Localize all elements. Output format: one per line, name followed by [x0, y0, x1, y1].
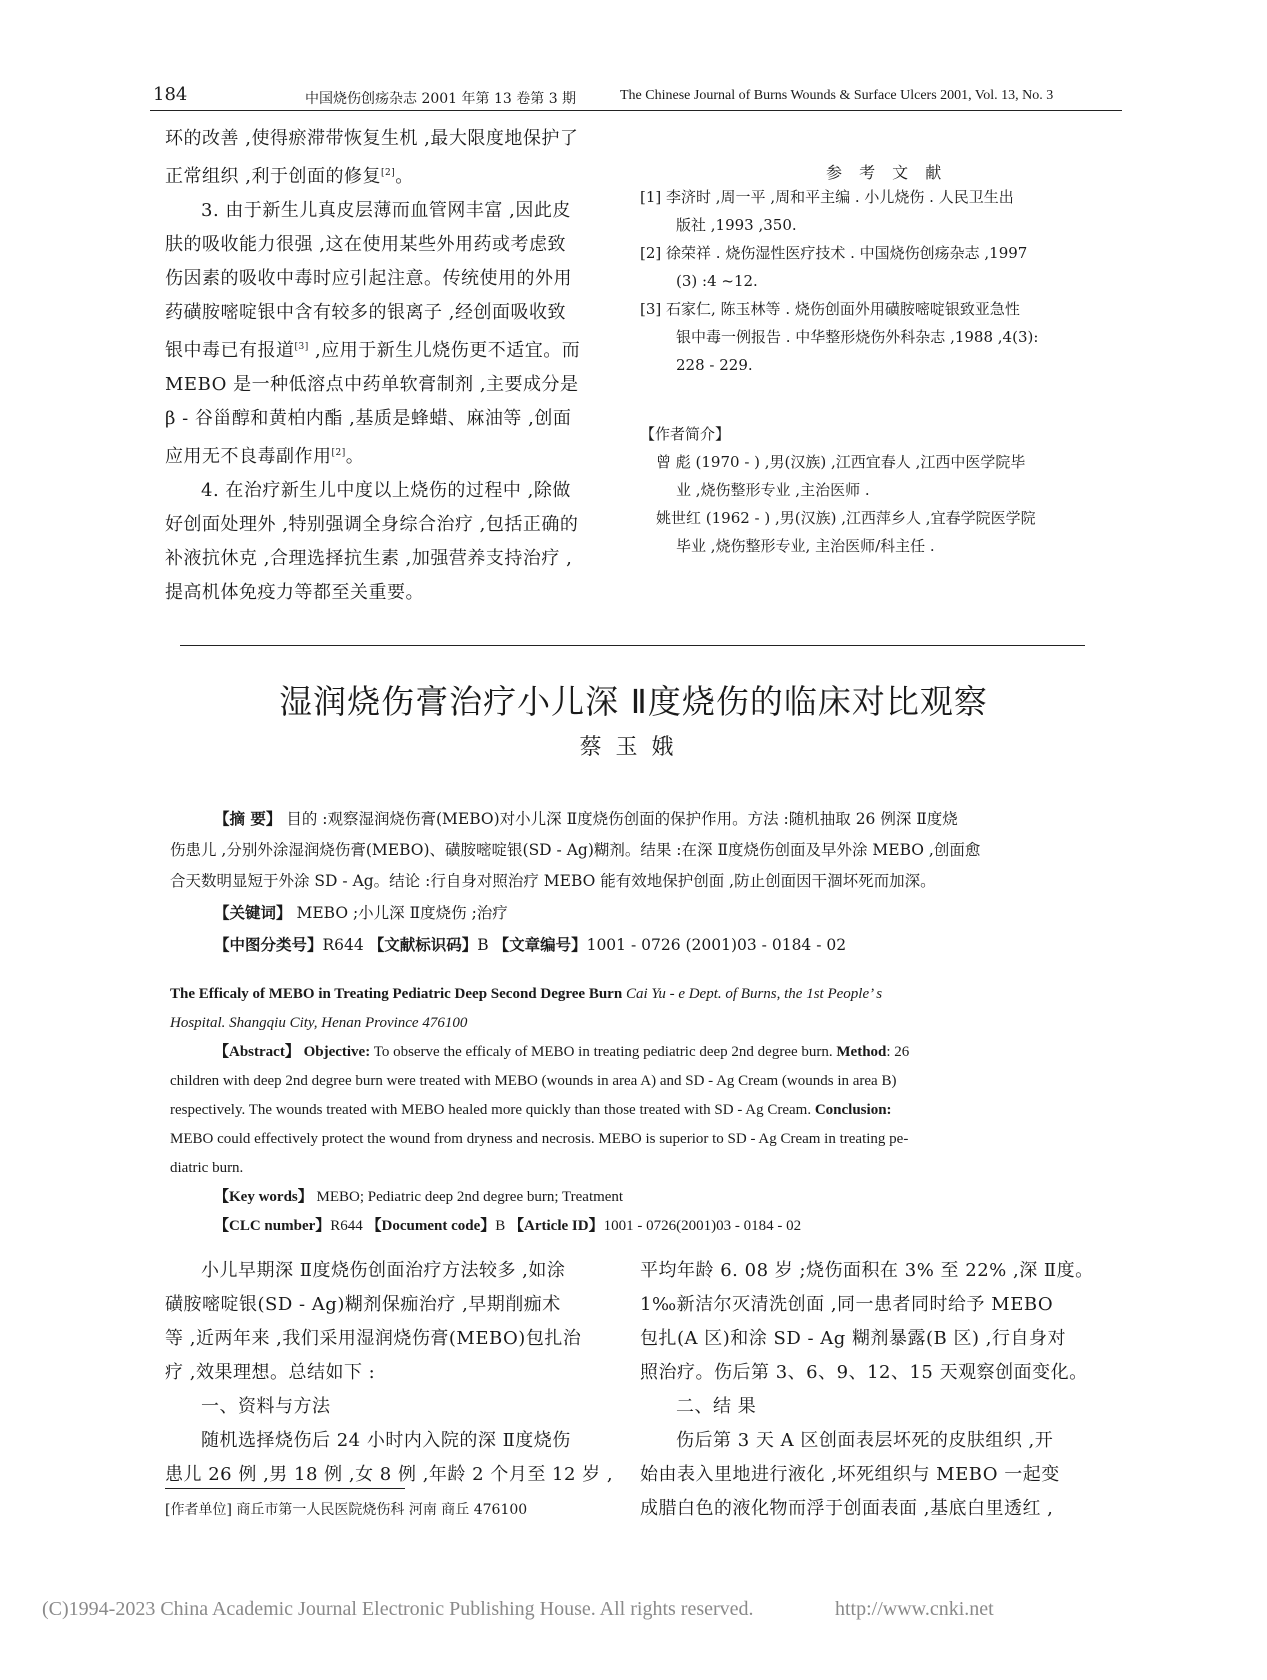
paragraph-line: 提高机体免疫力等都至关重要。	[165, 582, 424, 603]
footnote-rule	[165, 1488, 405, 1489]
paragraph-line: β - 谷甾醇和黄柏内酯 ,基质是蜂蜡、麻油等 ,创面	[165, 408, 572, 429]
body-line: 平均年龄 6. 08 岁 ;烧伤面积在 3% 至 22% ,深 Ⅱ度。	[640, 1260, 1094, 1281]
abstract-cn-line: 合天数明显短于外涂 SD - Ag。结论 :行自身对照治疗 MEBO 能有效地保护创面 ,防止创面因干涸坏死而加深。	[170, 872, 936, 890]
keywords-en: 【Key words】 MEBO; Pediatric deep 2nd degree burn; Treatment	[214, 1189, 624, 1205]
header-rule	[150, 110, 1122, 111]
body-line: 1‰新洁尔灭清洗创面 ,同一患者同时给予 MEBO	[640, 1294, 1054, 1315]
body-line: 包扎(A 区)和涂 SD - Ag 糊剂暴露(B 区) ,行自身对	[640, 1328, 1066, 1349]
journal-title-en: The Chinese Journal of Burns Wounds & Surface Ulcers 2001, Vol. 13, No. 3	[620, 88, 1054, 103]
abstract-en-line: children with deep 2nd degree burn were treated with MEBO (wounds in area A) and SD - Ag Cream (wounds in area B)	[170, 1073, 897, 1089]
body-line: 患儿 26 例 ,男 18 例 ,女 8 例 ,年龄 2 个月至 12 岁 ,	[165, 1464, 614, 1485]
body-left-column	[165, 1254, 645, 1492]
reference-item-cont: (3) :4 ~12.	[676, 272, 758, 290]
body-line: 始由表入里地进行液化 ,坏死组织与 MEBO 一起变	[640, 1464, 1060, 1485]
citation: [3]	[294, 342, 309, 352]
section-divider	[180, 645, 1085, 646]
paragraph-line: 好创面处理外 ,特别强调全身综合治疗 ,包括正确的	[165, 514, 579, 535]
body-line: 等 ,近两年来 ,我们采用湿润烧伤膏(MEBO)包扎治	[165, 1328, 582, 1349]
citation: [2]	[380, 168, 396, 178]
abstract-cn-line: 伤患儿 ,分别外涂湿润烧伤膏(MEBO)、磺胺嘧啶银(SD - Ag)糊剂。结果 :在深 Ⅱ度烧伤创面及早外涂 MEBO ,创面愈	[170, 841, 981, 859]
paragraph-line: 肤的吸收能力很强 ,这在使用某些外用药或考虑致	[165, 234, 566, 255]
section-heading: 二、结 果	[676, 1396, 757, 1417]
paragraph-line: 环的改善 ,使得瘀滞带恢复生机 ,最大限度地保护了	[165, 128, 579, 149]
author-intro-line: 姚世红 (1962 - ) ,男(汉族) ,江西萍乡人 ,宜春学院医学院	[656, 509, 1036, 527]
article-author: 蔡玉娥	[579, 735, 688, 760]
journal-title-cn: 中国烧伤创疡杂志 2001 年第 13 卷第 3 期	[305, 91, 577, 107]
affiliation-note: [作者单位] 商丘市第一人民医院烧伤科 河南 商丘 476100	[165, 1502, 528, 1518]
paragraph-line: 3. 由于新生儿真皮层薄而血管网丰富 ,因此皮	[201, 200, 571, 221]
left-column-top	[165, 122, 655, 610]
reference-item: [3] 石家仁, 陈玉林等 . 烧伤创面外用磺胺嘧啶银致亚急性	[640, 300, 1020, 318]
author-intro-line: 曾 彪 (1970 - ) ,男(汉族) ,江西宜春人 ,江西中医学院毕	[656, 453, 1026, 471]
author-intro	[640, 420, 1110, 560]
paragraph-line: 伤因素的吸收中毒时应引起注意。传统使用的外用	[165, 268, 572, 289]
body-line: 随机选择烧伤后 24 小时内入院的深 Ⅱ度烧伤	[201, 1430, 571, 1451]
reference-item-cont: 银中毒一例报告 . 中华整形烧伤外科杂志 ,1988 ,4(3):	[676, 328, 1039, 346]
body-line: 照治疗。伤后第 3、6、9、12、15 天观察创面变化。	[640, 1362, 1088, 1383]
cnki-url[interactable]: http://www.cnki.net	[835, 1598, 994, 1620]
abstract-en-line: diatric burn.	[170, 1160, 244, 1176]
paragraph-line: 4. 在治疗新生儿中度以上烧伤的过程中 ,除做	[201, 480, 571, 501]
reference-item: [2] 徐荣祥 . 烧伤湿性医疗技术 . 中国烧伤创疡杂志 ,1997	[640, 244, 1028, 262]
abstract-en-affiliation: Hospital. Shangqiu City, Henan Province 476100	[170, 1015, 468, 1031]
classification-en: 【CLC number】R644 【Document code】B 【Article ID】1001 - 0726(2001)03 - 0184 - 02	[214, 1218, 802, 1234]
author-intro-line: 毕业 ,烧伤整形专业, 主治医师/科主任 .	[676, 537, 935, 555]
reference-item-cont: 228 - 229.	[676, 356, 753, 374]
body-line: 伤后第 3 天 A 区创面表层坏死的皮肤组织 ,开	[676, 1430, 1054, 1451]
body-line: 小儿早期深 Ⅱ度烧伤创面治疗方法较多 ,如涂	[201, 1260, 566, 1281]
abstract-cn-label: 【摘 要】	[214, 809, 282, 828]
paragraph-line: 药磺胺嘧啶银中含有较多的银离子 ,经创面吸收致	[165, 302, 566, 323]
reference-item-cont: 版社 ,1993 ,350.	[676, 216, 797, 234]
body-line: 疗 ,效果理想。总结如下 :	[165, 1362, 376, 1383]
reference-item: [1] 李济时 ,周一平 ,周和平主编 . 小儿烧伤 . 人民卫生出	[640, 188, 1014, 206]
classification-cn: 【中图分类号】R644 【文献标识码】B 【文章编号】1001 - 0726 (2001)03 - 0184 - 02	[214, 935, 847, 954]
references-list	[640, 183, 1110, 379]
abstract-en	[170, 980, 1090, 1241]
keywords-cn: 【关键词】 MEBO ;小儿深 Ⅱ度烧伤 ;治疗	[214, 903, 508, 922]
abstract-en-title-line: The Efficaly of MEBO in Treating Pediatric Deep Second Degree Burn Cai Yu - e Dept. of Burns, the 1st People’ s	[170, 986, 883, 1002]
abstract-cn	[170, 803, 1090, 961]
article-title: 湿润烧伤膏治疗小儿深 Ⅱ度烧伤的临床对比观察	[279, 682, 988, 721]
body-line: 成腊白色的液化物而浮于创面表面 ,基底白里透红 ,	[640, 1498, 1054, 1519]
references-heading: 参 考 文 献	[826, 163, 948, 182]
abstract-en-line: respectively. The wounds treated with MEBO healed more quickly than those treated with SD - Ag Cream. Conclusion:	[170, 1102, 892, 1118]
author-intro-heading: 【作者简介】	[640, 425, 731, 443]
abstract-en-line: MEBO could effectively protect the wound from dryness and necrosis. MEBO is superior to SD - Ag Cream in treating pe-	[170, 1131, 909, 1147]
body-line: 磺胺嘧啶银(SD - Ag)糊剂保痂治疗 ,早期削痂术	[165, 1294, 561, 1315]
author-intro-line: 业 ,烧伤整形专业 ,主治医师 .	[676, 481, 870, 499]
page-number: 184	[153, 84, 188, 105]
paragraph-line: 银中毒已有报道[3] ,应用于新生儿烧伤更不适宜。而	[165, 340, 581, 361]
paragraph-line: 补液抗休克 ,合理选择抗生素 ,加强营养支持治疗 ,	[165, 548, 573, 569]
paragraph-line: 正常组织 ,利于创面的修复[2]。	[165, 166, 414, 187]
section-heading: 一、资料与方法	[201, 1396, 331, 1417]
abstract-cn-line: 【摘 要】 目的 :观察湿润烧伤膏(MEBO)对小儿深 Ⅱ度烧伤创面的保护作用。方法 :随机抽取 26 例深 Ⅱ度烧	[214, 809, 958, 828]
citation: [2]	[331, 448, 346, 458]
copyright-notice: (C)1994-2023 China Academic Journal Electronic Publishing House. All rights reserved.	[42, 1598, 754, 1620]
paragraph-line: MEBO 是一种低溶点中药单软膏制剂 ,主要成分是	[165, 374, 579, 395]
abstract-en-line: 【Abstract】 Objective: To observe the efficaly of MEBO in treating pediatric deep 2nd degree burn. Method: 26	[214, 1044, 910, 1060]
abstract-en-title: The Efficaly of MEBO in Treating Pediatric Deep Second Degree Burn	[170, 986, 623, 1002]
paragraph-line: 应用无不良毒副作用[2]。	[165, 446, 365, 467]
body-right-column	[640, 1254, 1110, 1526]
